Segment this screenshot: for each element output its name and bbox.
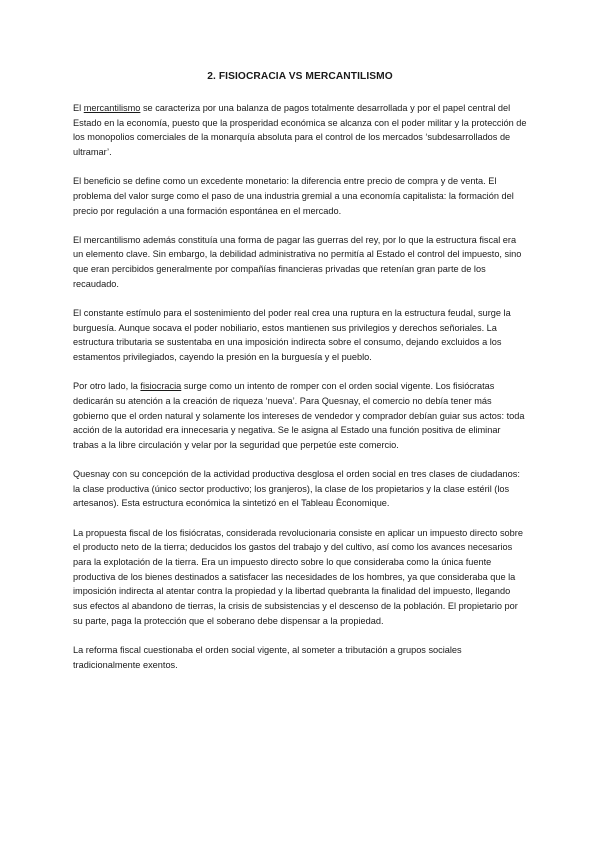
paragraph-propuesta-fiscal: La propuesta fiscal de los fisiócratas, considerada revolucionaria consiste en aplicar un impuesto directo sobre el producto neto de la tierra; deducidos los gastos del trabajo y del cultivo, así como los avances necesarios para la explotación de la tierra. Era un impuesto directo sobre lo que consideraba como la única fuente productiva de los bienes destinados a satisfacer las necesidades de los hombres, ya que consideraba que la imposición indirecta al atentar contra la propiedad y la libertad quebranta la finalidad del impuesto, llegando sus efectos al abandono de tierras, la crisis de subsistencias y el descenso de la población. El propietario por su parte, paga la protección que el soberano debe dispensar a la propiedad. [73, 527, 523, 626]
paragraph-text: se caracteriza por una balanza de pagos totalmente desarrollada y por el papel central del Estado en la economía, puesto que la prosperidad económica se alcanza con el poder militar y la protección de los monopolios comerciales de la monarquía absoluta para el control de los mercados ‘subdesarrollados de ultramar’. [73, 103, 527, 158]
paragraph-quesnay: Quesnay con su concepción de la actividad productiva desglosa el orden social en tres clases de ciudadanos: la clase productiva (único sector productivo; los granjeros), la clase de los propietarios y la clase estéril (los artesanos). Esta estructura económica la sintetizó en el Tableau Èconomique. [73, 469, 520, 509]
paragraph-text: El [73, 103, 84, 113]
paragraph-text: surge como un intento de romper con el orden social vigente. Los fisiócratas dedicarán su atención a la creación de riqueza ‘nueva’. Para Quesnay, el comercio no debía tener más gobierno que el orden natural y solamente los intereses de vendedor y comprador debían guiar sus actos: toda acción de la autoridad era innecesaria y negativa. Se le asigna al Estado una función positiva de eliminar trabas a la libre circulación y velar por la seguridad que perpetúe este comercio. [73, 381, 525, 450]
paragraph-fisiocracia-intro [73, 379, 527, 453]
document-body [73, 101, 527, 687]
paragraph-burguesia: El constante estímulo para el sostenimiento del poder real crea una ruptura en la estructura feudal, surge la burguesía. Aunque socava el poder nobiliario, estos mantienen sus privilegios y derechos señoriales. La estructura tributaria se sustentaba en una imposición indirecta sobre el consumo, dejando excluidos a los estamentos privilegiados, cayendo la presión en la burguesía y el pueblo. [73, 307, 511, 363]
paragraph-estructura-fiscal: El mercantilismo además constituía una forma de pagar las guerras del rey, por lo que la estructura fiscal era un elemento clave. Sin embargo, la debilidad administrativa no permitía al Estado el control del impuesto, sino que eran percibidos generalmente por compañías financieras privadas que retenían gran parte de los recaudado. [73, 234, 522, 289]
term-fisiocracia: fisiocracia [140, 381, 182, 392]
paragraph-reforma-fiscal: La reforma fiscal cuestionaba el orden social vigente, al someter a tributación a grupos sociales tradicionalmente exentos. [73, 644, 462, 670]
paragraph-beneficio: El beneficio se define como un excedente monetario: la diferencia entre precio de compra y de venta. El problema del valor surge como el paso de una industria gremial a una economía capitalista: la formación del precio por regulación a una formación espontánea en el mercado. [73, 176, 514, 216]
paragraph-text: Por otro lado, la [73, 381, 141, 392]
paragraph-mercantilismo-intro [73, 101, 527, 160]
term-mercantilismo: mercantilismo [83, 103, 141, 113]
document-title: 2. FISIOCRACIA VS MERCANTILISMO [207, 71, 393, 82]
